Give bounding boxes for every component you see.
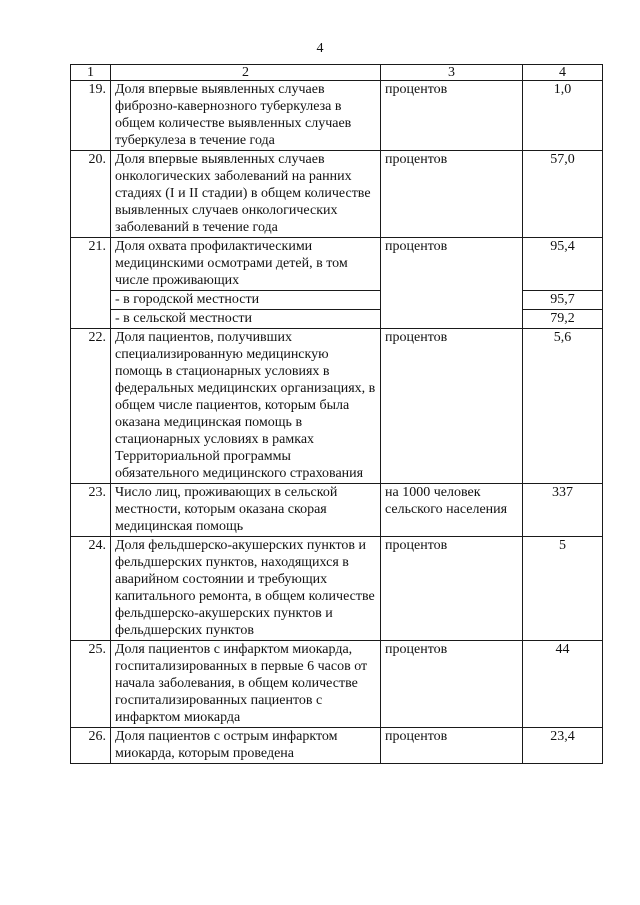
- indicator-name: Доля пациентов, получивших специализированную медицинскую помощь в стационарных условиях в федеральных медицинских организациях, в общем числе пациентов, которым была оказана медицинская помощь в стационарных условиях в рамках Территориальной программы обязательного медицинского страхования: [111, 329, 381, 484]
- unit-cell: процентов: [381, 537, 523, 641]
- indicator-name: Доля охвата профилактическими медицинскими осмотрами детей, в том числе проживающих: [111, 238, 381, 291]
- value-cell: 95,4: [523, 238, 603, 291]
- row-number: 25.: [71, 641, 111, 728]
- indicator-name: Доля впервые выявленных случаев онкологических заболеваний на ранних стадиях (I и II стадии) в общем количестве выявленных случаев онкологических заболеваний в течение года: [111, 151, 381, 238]
- table-subrow: [71, 310, 603, 329]
- table-subrow: [71, 291, 603, 310]
- value-cell: 23,4: [523, 728, 603, 764]
- table-row: [71, 641, 603, 728]
- table-row: [71, 238, 603, 291]
- indicator-name: Доля пациентов с острым инфарктом миокарда, которым проведена: [111, 728, 381, 764]
- subindicator-name: - в городской местности: [111, 291, 381, 310]
- indicator-name: Число лиц, проживающих в сельской местности, которым оказана скорая медицинская помощь: [111, 484, 381, 537]
- table-row: [71, 484, 603, 537]
- value-cell: 1,0: [523, 81, 603, 151]
- table-row: [71, 151, 603, 238]
- value-cell: 5: [523, 537, 603, 641]
- row-number: 19.: [71, 81, 111, 151]
- unit-cell: процентов: [381, 151, 523, 238]
- subindicator-value: 79,2: [523, 310, 603, 329]
- value-cell: 337: [523, 484, 603, 537]
- row-number: 21.: [71, 238, 111, 329]
- column-header: 1: [71, 65, 111, 81]
- subindicator-value: 95,7: [523, 291, 603, 310]
- value-cell: 44: [523, 641, 603, 728]
- unit-cell: на 1000 человек сельского населения: [381, 484, 523, 537]
- row-number: 22.: [71, 329, 111, 484]
- column-header: 2: [111, 65, 381, 81]
- page-number: 4: [316, 41, 324, 56]
- table-row: [71, 537, 603, 641]
- indicator-name: Доля пациентов с инфарктом миокарда, госпитализированных в первые 6 часов от начала заболевания, в общем количестве госпитализированных пациентов с инфарктом миокарда: [111, 641, 381, 728]
- row-number: 23.: [71, 484, 111, 537]
- table-row: [71, 329, 603, 484]
- unit-cell: процентов: [381, 81, 523, 151]
- header-row: [71, 65, 603, 81]
- indicators-table: [70, 64, 603, 764]
- unit-cell: процентов: [381, 728, 523, 764]
- subindicator-name: - в сельской местности: [111, 310, 381, 329]
- table-row: [71, 81, 603, 151]
- unit-cell: процентов: [381, 329, 523, 484]
- indicator-name: Доля фельдшерско-акушерских пунктов и фельдшерских пунктов, находящихся в аварийном состоянии и требующих капитального ремонта, в общем количестве фельдшерско-акушерских пунктов и фельдшерских пунктов: [111, 537, 381, 641]
- column-header: 4: [523, 65, 603, 81]
- indicator-name: Доля впервые выявленных случаев фиброзно-кавернозного туберкулеза в общем количестве выявленных случаев туберкулеза в течение года: [111, 81, 381, 151]
- column-header: 3: [381, 65, 523, 81]
- unit-cell: процентов: [381, 641, 523, 728]
- row-number: 26.: [71, 728, 111, 764]
- unit-cell: процентов: [381, 238, 523, 329]
- table-body: [71, 65, 603, 764]
- value-cell: 5,6: [523, 329, 603, 484]
- value-cell: 57,0: [523, 151, 603, 238]
- table-row: [71, 728, 603, 764]
- row-number: 20.: [71, 151, 111, 238]
- row-number: 24.: [71, 537, 111, 641]
